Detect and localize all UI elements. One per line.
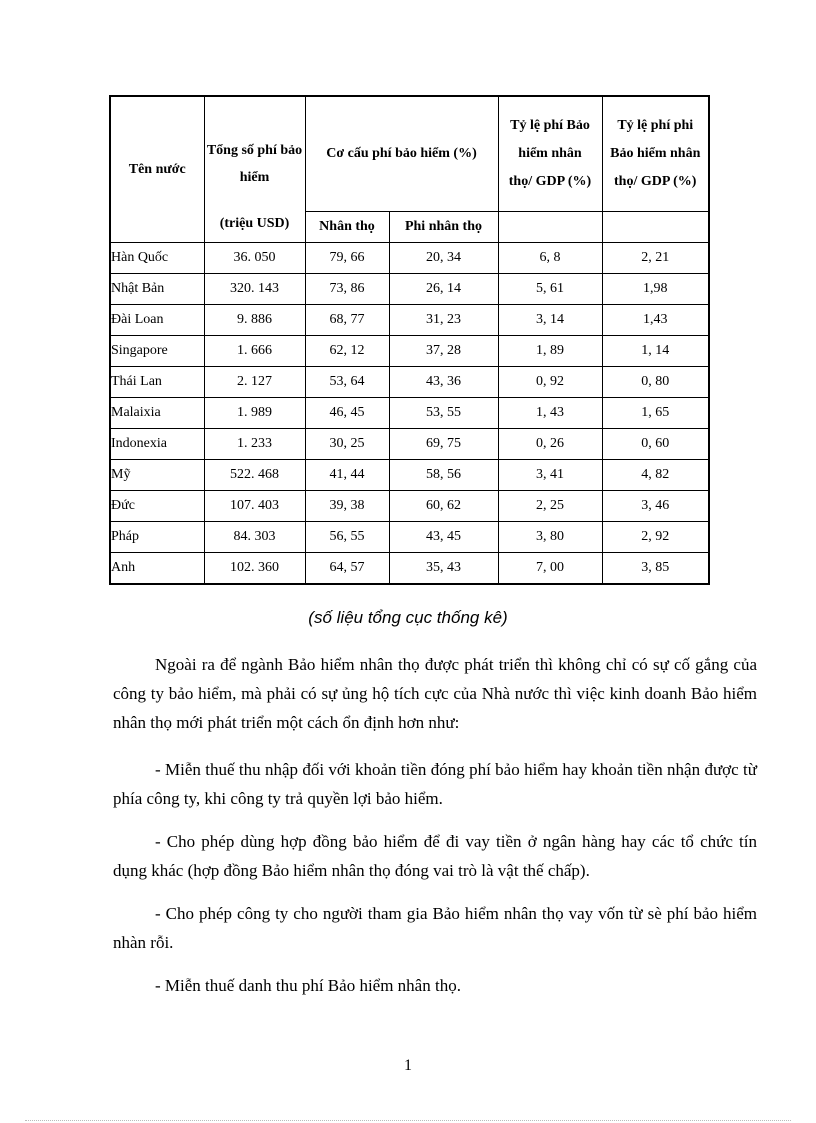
cell-country: Thái Lan [110, 367, 204, 398]
cell-life-gdp: 2, 25 [498, 491, 602, 522]
table-row [110, 460, 709, 491]
cell-nonlife-gdp: 1, 14 [602, 336, 709, 367]
cell-life: 41, 44 [305, 460, 389, 491]
cell-nonlife-gdp: 0, 80 [602, 367, 709, 398]
table-row [110, 243, 709, 274]
header-total-label: Tổng số phí bảo hiểm [206, 143, 303, 185]
cell-total: 36. 050 [204, 243, 305, 274]
cell-life: 30, 25 [305, 429, 389, 460]
cell-total: 1. 666 [204, 336, 305, 367]
table-row [110, 274, 709, 305]
cell-nonlife: 69, 75 [389, 429, 498, 460]
cell-nonlife-gdp: 4, 82 [602, 460, 709, 491]
cell-life: 39, 38 [305, 491, 389, 522]
cell-country: Đức [110, 491, 204, 522]
cell-total: 107. 403 [204, 491, 305, 522]
cell-life-gdp: 3, 41 [498, 460, 602, 491]
table-row [110, 336, 709, 367]
cell-life: 53, 64 [305, 367, 389, 398]
cell-life-gdp: 5, 61 [498, 274, 602, 305]
cell-nonlife: 20, 34 [389, 243, 498, 274]
cell-life-gdp: 3, 14 [498, 305, 602, 336]
cell-total: 9. 886 [204, 305, 305, 336]
header-nonlife: Phi nhân thọ [389, 211, 498, 242]
bullet-policyholder-loans: - Cho phép công ty cho người tham gia Bảo hiểm nhân thọ vay vốn từ sè phí bảo hiểm nhàn rỗi. [113, 904, 757, 952]
cell-life-gdp: 0, 92 [498, 367, 602, 398]
bullet-loan-collateral: - Cho phép dùng hợp đồng bảo hiểm để đi vay tiền ở ngân hàng hay các tổ chức tín dụng khác (hợp đồng Bảo hiểm nhân thọ đóng vai trò là vật thế chấp). [113, 832, 757, 880]
cell-nonlife: 31, 23 [389, 305, 498, 336]
table-row [110, 429, 709, 460]
cell-nonlife: 43, 45 [389, 522, 498, 553]
cell-nonlife-gdp: 2, 21 [602, 243, 709, 274]
cell-nonlife: 43, 36 [389, 367, 498, 398]
header-nonlife-gdp: Tỷ lệ phí phi Bảo hiểm nhân thọ/ GDP (%) [602, 96, 709, 211]
cell-life-gdp: 3, 80 [498, 522, 602, 553]
header-total-unit: (triệu USD) [219, 216, 290, 231]
cell-country: Nhật Bản [110, 274, 204, 305]
cell-life: 68, 77 [305, 305, 389, 336]
cell-nonlife-gdp: 0, 60 [602, 429, 709, 460]
header-life: Nhân thọ [305, 211, 389, 242]
cell-country: Đài Loan [110, 305, 204, 336]
cell-nonlife: 58, 56 [389, 460, 498, 491]
cell-country: Hàn Quốc [110, 243, 204, 274]
cell-total: 84. 303 [204, 522, 305, 553]
table-row [110, 553, 709, 585]
insurance-premium-table [109, 95, 710, 585]
cell-life-gdp: 6, 8 [498, 243, 602, 274]
cell-life: 46, 45 [305, 398, 389, 429]
cell-life: 62, 12 [305, 336, 389, 367]
table-source-caption: (số liệu tổng cục thống kê) [308, 608, 508, 627]
bullet-revenue-tax: - Miễn thuế danh thu phí Bảo hiểm nhân thọ. [155, 976, 461, 995]
header-life-gdp: Tỷ lệ phí Bảo hiểm nhân thọ/ GDP (%) [498, 96, 602, 211]
table-row [110, 367, 709, 398]
cell-life-gdp: 1, 43 [498, 398, 602, 429]
table-row [110, 522, 709, 553]
cell-total: 1. 233 [204, 429, 305, 460]
table-row [110, 398, 709, 429]
cell-total: 1. 989 [204, 398, 305, 429]
bullet-tax-exemption: - Miễn thuế thu nhập đối với khoản tiền đóng phí bảo hiểm hay khoản tiền nhận được từ phía công ty, khi công ty trả quyền lợi bảo hiểm. [113, 760, 757, 808]
page-bottom-divider [25, 1120, 791, 1121]
cell-total: 2. 127 [204, 367, 305, 398]
table-row [110, 305, 709, 336]
cell-nonlife: 37, 28 [389, 336, 498, 367]
cell-nonlife: 26, 14 [389, 274, 498, 305]
header-nonlife-gdp-empty [602, 211, 709, 242]
cell-nonlife-gdp: 1, 65 [602, 398, 709, 429]
cell-total: 102. 360 [204, 553, 305, 585]
cell-country: Indonexia [110, 429, 204, 460]
cell-life: 64, 57 [305, 553, 389, 585]
cell-total: 522. 468 [204, 460, 305, 491]
cell-life: 56, 55 [305, 522, 389, 553]
cell-nonlife-gdp: 1,43 [602, 305, 709, 336]
cell-nonlife-gdp: 2, 92 [602, 522, 709, 553]
table-row [110, 491, 709, 522]
cell-nonlife-gdp: 3, 85 [602, 553, 709, 585]
cell-country: Pháp [110, 522, 204, 553]
cell-nonlife-gdp: 1,98 [602, 274, 709, 305]
cell-life-gdp: 7, 00 [498, 553, 602, 585]
cell-nonlife-gdp: 3, 46 [602, 491, 709, 522]
cell-nonlife: 60, 62 [389, 491, 498, 522]
cell-country: Malaixia [110, 398, 204, 429]
cell-country: Anh [110, 553, 204, 585]
page-number: 1 [404, 1057, 412, 1074]
cell-life-gdp: 1, 89 [498, 336, 602, 367]
header-total [204, 96, 305, 243]
cell-total: 320. 143 [204, 274, 305, 305]
cell-life-gdp: 0, 26 [498, 429, 602, 460]
cell-nonlife: 35, 43 [389, 553, 498, 585]
cell-country: Singapore [110, 336, 204, 367]
cell-life: 79, 66 [305, 243, 389, 274]
header-life-gdp-empty [498, 211, 602, 242]
cell-nonlife: 53, 55 [389, 398, 498, 429]
cell-country: Mỹ [110, 460, 204, 491]
intro-paragraph: Ngoài ra để ngành Bảo hiểm nhân thọ được phát triển thì không chỉ có sự cố gắng của công ty bảo hiểm, mà phải có sự ủng hộ tích cực của Nhà nước thì việc kinh doanh Bảo hiểm nhân thọ mới phát triển một cách ổn định hơn như: [113, 655, 757, 732]
header-structure: Cơ cấu phí bảo hiểm (%) [305, 96, 498, 211]
header-country: Tên nước [110, 96, 204, 243]
cell-life: 73, 86 [305, 274, 389, 305]
